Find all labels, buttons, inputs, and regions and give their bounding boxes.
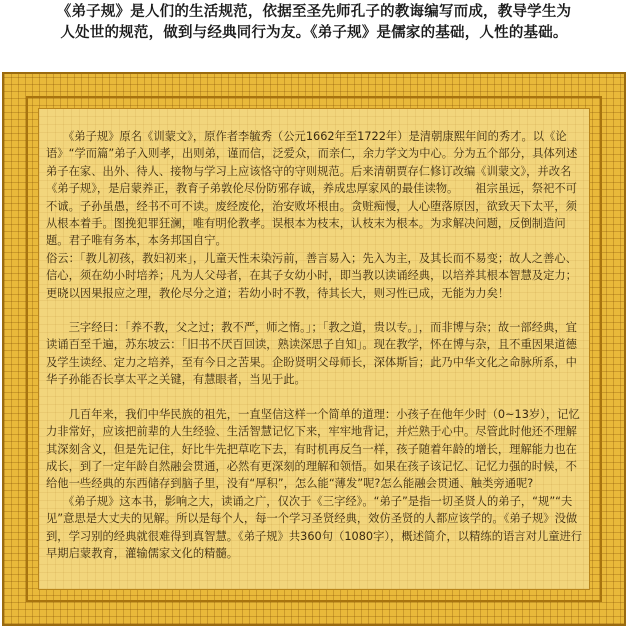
paragraph-three-character-classic: 三字经曰：「养不教，父之过；教不严，师之惰。」；「教之道，贵以专。」，而非博与杂；故一部经典，宜读诵百至千遍，苏东坡云：「旧书不厌百回读，熟读深思子自知」。现在教学，怀在博与杂，且不重因果道德及学生读经、定力之培养，至有今日之苦果。企盼贤明父母师长，深体斯旨；此乃中华文化之命脉所系，中华子孙能否长享太平之关键，有慧眼者，当见于此。 [46, 321, 577, 387]
header-line-1: 《弟子规》是人们的生活规范，依据至圣先师孔子的教诲编写而成，教导学生为 [56, 4, 572, 20]
paragraph-influence: 《弟子规》这本书，影响之大，读诵之广，仅次于《三字经》。“弟子”是指一切圣贤人的弟子，“规”“夫见”意思是大丈夫的见解。所以是每个人，每一个学习圣贤经典，效仿圣贤的人都应该学的。《弟子规》没做到，学习别的经典就很难得到真智慧。《弟子规》共360句（1080字），概述简介，以精练的语言对儿童进行早期启蒙教育，灌输儒家文化的精髓。 [46, 494, 583, 560]
paragraph-saying: 俗云：「教儿初孩，教妇初来」，儿童天性未染污前，善言易入；先入为主，及其长而不易变；故人之善心、信心，须在幼小时培养；凡为人父母者，在其子女幼小时，即当教以读诵经典，以培养其根本智慧及定力；更晓以因果报应之理，教伦尽分之道；若幼小时不教，待其长大，则习性已成，无能为力矣！ [46, 251, 577, 300]
paragraph-origin: 《弟子规》原名《训蒙文》，原作者李毓秀（公元1662年至1722年）是清朝康熙年间的秀才。以《论语》“学而篇”弟子入则孝，出则弟，谨而信，泛爱众，而亲仁，余力学文为中心。分为五个部分，具体列述弟子在家、出外、待人、接物与学习上应该恪守的守则规范。后来清朝贾存仁修订改编《训蒙文》，并改名《弟子规》，是启蒙养正，教育子弟敦伦尽份防邪存诚，养成忠厚家风的最佳读物。 祖宗虽远，祭祀不可不诚。子孙虽愚，经书不可不读。废经废伦，治安败坏根由。贪赃痴慢，人心堕落原因，欲致天下太平，须从根本着手。图挽犯罪狂澜，唯有明伦教孝。误根本为枝末，认枝末为根本。为求解决问题，反倒制造问题。君子唯有务本，本务邦国自宁。 [46, 130, 578, 248]
page-header [6, 2, 622, 44]
paragraph-memory: 几百年来，我们中华民族的祖先，一直坚信这样一个简单的道理：小孩子在他年少时（0~13岁），记忆力非常好，应该把前辈的人生经验、生活智慧记忆下来，牢牢地背记，并烂熟于心中。尽管此时他还不理解其深刻含义，但是先记住，好比牛先把草吃下去，有时机再反刍一样，孩子随着年龄的增长，理解能力也在成长，到了一定年龄自然融会贯通，必然有更深刻的理解和领悟。如果在孩子该记忆、记忆力强的时候，不给他一些经典的东西储存到脑子里，没有“厚积”，怎么能“薄发”呢?怎么能融会贯通、触类旁通呢? [46, 407, 580, 491]
header-line-2: 人处世的规范，做到与经典同行为友。《弟子规》是儒家的基础，人性的基础。 [60, 25, 568, 41]
article-body [46, 128, 586, 562]
